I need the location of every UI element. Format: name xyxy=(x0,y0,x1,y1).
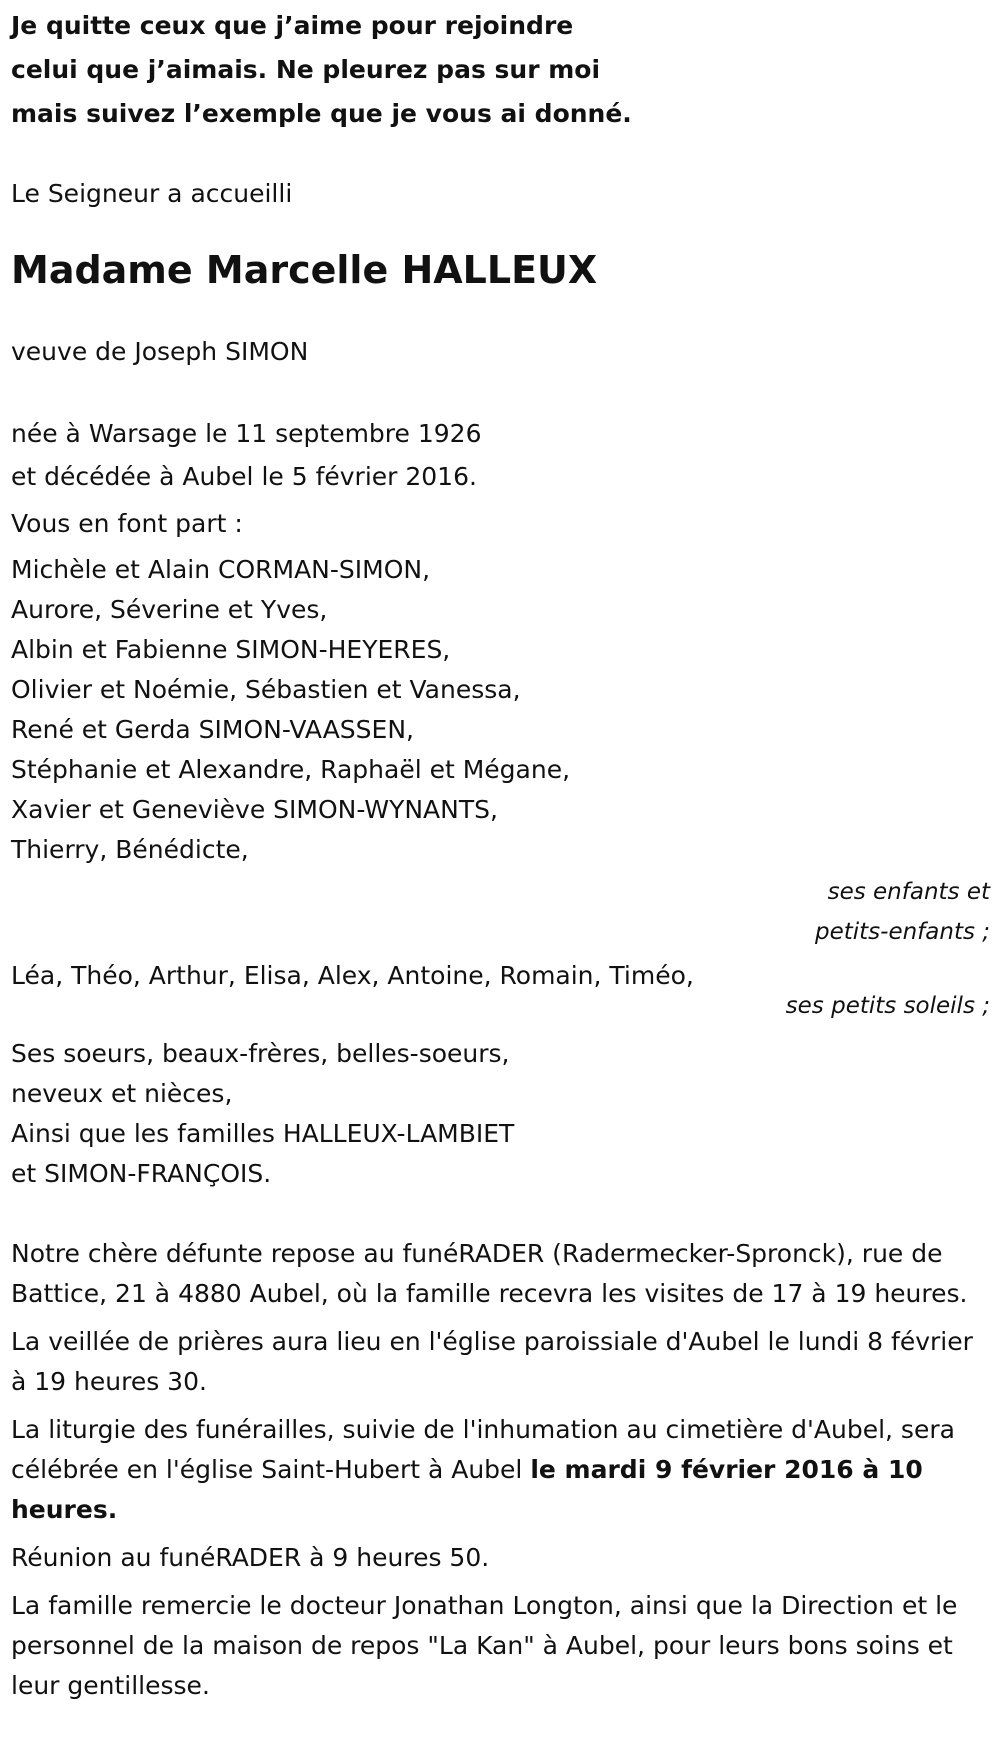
great-grandchildren: Léa, Théo, Arthur, Elisa, Alex, Antoine, Romain, Timéo, xyxy=(11,961,694,990)
intro-text: Le Seigneur a accueilli xyxy=(11,179,293,208)
liturgie-text: La liturgie des funérailles, suivie de l'inhumation au cimetière d'Aubel, sera célébrée en l'église Saint-Hubert à Aubel xyxy=(11,1415,955,1484)
obituary-content xyxy=(11,0,990,1706)
list-item: Aurore, Séverine et Yves, xyxy=(11,595,328,624)
list-item: Ainsi que les familles HALLEUX-LAMBIET xyxy=(11,1119,515,1148)
widow-of: veuve de Joseph SIMON xyxy=(11,337,309,366)
thanks-paragraph: La famille remercie le docteur Jonathan Longton, ainsi que la Direction et le personnel de la maison de repos "La Kan" à Aubel, pour leurs bons soins et leur gentillesse. xyxy=(11,1591,958,1700)
list-item: René et Gerda SIMON-VAASSEN, xyxy=(11,715,414,744)
list-item: Ses soeurs, beaux-frères, belles-soeurs, xyxy=(11,1039,510,1068)
epitaph-quote xyxy=(11,4,990,136)
great-grandchildren-note: ses petits soleils ; xyxy=(785,993,990,1019)
list-item: Michèle et Alain CORMAN-SIMON, xyxy=(11,555,431,584)
other-relatives xyxy=(11,1034,990,1194)
list-item: et SIMON-FRANÇOIS. xyxy=(11,1159,272,1188)
liturgie-date: le mardi 9 février 2016 à 10 heures. xyxy=(11,1455,923,1524)
repose-paragraph: Notre chère défunte repose au funéRADER (Radermecker-Spronck), rue de Battice, 21 à 4880 Aubel, où la famille recevra les visites de 17 à 19 heures. xyxy=(11,1239,968,1308)
list-item: neveux et nièces, xyxy=(11,1079,233,1108)
deceased-name: Madame Marcelle HALLEUX xyxy=(11,248,598,292)
birth-info: née à Warsage le 11 septembre 1926 xyxy=(11,419,482,448)
list-item: Stéphanie et Alexandre, Raphaël et Mégane, xyxy=(11,755,571,784)
quote-line: celui que j’aimais. Ne pleurez pas sur moi xyxy=(11,55,601,84)
quote-line: Je quitte ceux que j’aime pour rejoindre xyxy=(11,11,574,40)
children-list xyxy=(11,550,990,870)
note-line: petits-enfants ; xyxy=(814,919,990,945)
list-item: Albin et Fabienne SIMON-HEYERES, xyxy=(11,635,451,664)
note-line: ses enfants et xyxy=(827,879,990,905)
veillee-paragraph: La veillée de prières aura lieu en l'église paroissiale d'Aubel le lundi 8 février à 19 heures 30. xyxy=(11,1327,973,1396)
death-info: et décédée à Aubel le 5 février 2016. xyxy=(11,462,477,491)
reunion-paragraph: Réunion au funéRADER à 9 heures 50. xyxy=(11,1543,490,1572)
announce-text: Vous en font part : xyxy=(11,509,243,538)
liturgie-paragraph xyxy=(11,1410,990,1530)
children-note xyxy=(11,872,990,952)
list-item: Thierry, Bénédicte, xyxy=(11,835,249,864)
list-item: Xavier et Geneviève SIMON-WYNANTS, xyxy=(11,795,498,824)
list-item: Olivier et Noémie, Sébastien et Vanessa, xyxy=(11,675,521,704)
quote-line: mais suivez l’exemple que je vous ai donné. xyxy=(11,99,632,128)
